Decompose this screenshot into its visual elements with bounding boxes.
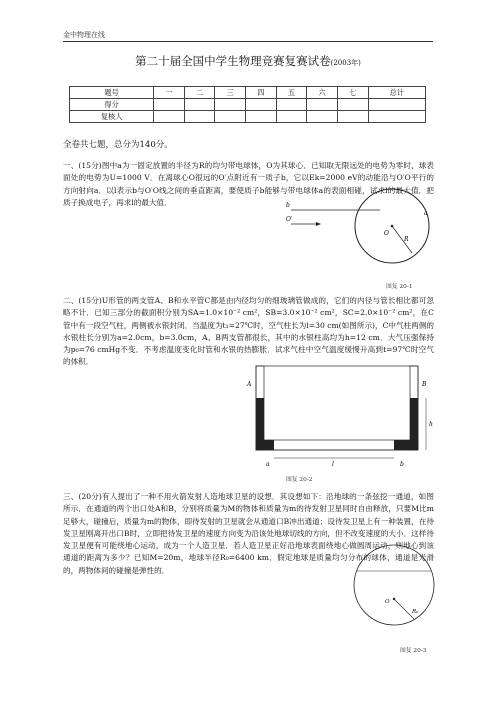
label-o: O: [384, 230, 389, 237]
score-table: [69, 86, 426, 123]
label-r: R: [404, 236, 409, 243]
title-main: 第二十届全国中学生物理竞赛复赛试卷: [135, 54, 331, 68]
label-h: h: [429, 421, 433, 428]
score-header-cell: 三: [215, 87, 246, 99]
score-header-row: [70, 87, 426, 99]
figure-20-1: [286, 183, 436, 283]
score-header-cell: 总计: [368, 87, 425, 99]
score-header-cell: 七: [337, 87, 368, 99]
proton-arrow: [316, 222, 321, 226]
figure-20-1-label: 图复 20-1: [386, 284, 413, 290]
score-header-cell: 二: [184, 87, 215, 99]
tube-outline: [256, 366, 418, 450]
label-o: O: [385, 599, 390, 605]
question-2-text: 二、(15分)U形管的两支管A、B和水平管C都是由内径均匀的细玻璃管做成的，它们的内径与管长相比都可忽略不计．已知三部分的截面积分别为SA=1.0×10⁻² cm²，SB=3.0×10⁻² cm²，SC=2.0×10⁻² cm²，在C管中有一段空气柱，两侧被水银封闭．当温度为t₁=27℃时，空气柱长为l=30 cm(如图所示)，C中气柱两侧的水银柱长分别为a=2.0cm，b=3.0cm，A、B两支管都很长，其中的水银柱高均为h=12 cm．大气压强保持为p₀=76 cmHg不变．不考虑温度变化时管和水银的热膨胀．试求气柱中空气温度缓慢升高到t=97℃时空气的体积．: [63, 296, 434, 367]
tube-c: [256, 440, 418, 450]
radius-line: [392, 226, 412, 253]
label-b: b: [400, 461, 404, 468]
label-a: a: [424, 210, 428, 217]
mercury-b: [410, 398, 418, 450]
mercury-a: [256, 398, 264, 450]
score-row: [70, 99, 426, 111]
label-r0: R₀: [412, 609, 419, 615]
title-year: (2003年): [330, 59, 361, 67]
score-header-cell: 一: [154, 87, 185, 99]
label-a: a: [266, 461, 270, 468]
page-title: [0, 55, 496, 69]
score-row: [70, 111, 426, 123]
label-l: l: [332, 461, 334, 468]
label-B: B: [422, 381, 427, 388]
figure-20-3: [354, 541, 438, 635]
score-row-label: 得分: [70, 99, 154, 111]
label-o-prime: O′: [286, 216, 293, 223]
exam-summary: 全卷共七题，总分为140分。: [63, 140, 173, 150]
earth-radius: [394, 599, 414, 619]
score-row-label: 复核人: [70, 111, 154, 123]
score-header-cell: 四: [246, 87, 277, 99]
figure-20-2: [244, 362, 432, 470]
page-header: [63, 29, 433, 42]
score-header-cell: 题号: [70, 87, 154, 99]
label-A: A: [247, 381, 252, 388]
site-name: 金中物理在线: [63, 31, 105, 39]
score-header-cell: 五: [276, 87, 307, 99]
mercury-c-left: [264, 440, 274, 450]
figure-20-3-label: 图复 20-3: [400, 648, 427, 654]
earth-circle: [354, 545, 434, 625]
figure-20-2-label: 图复 20-2: [286, 477, 313, 483]
question-1-text: 一、(15分)图中a为一固定放置的半径为R的均匀带电球体，O为其球心．已知取无限远处的电势为零时，球表面处的电势为U=1000 V．在离球心O很远的O′点附近有一质子b，它以Ek=2000 eV的动能沿与O′O平行的方向射向a．以l表示b与O′O线之间的垂直距离，要使质子b能够与带电球体a的表面相碰，试求l的最大值．把质子换成电子，再求l的最大值．: [63, 161, 434, 207]
label-b: b: [286, 202, 290, 209]
mercury-c-right: [394, 440, 410, 450]
score-header-cell: 六: [307, 87, 338, 99]
question-3-text: 三、(20分)有人提出了一种不用火箭发射人造地球卫星的设想．其设想如下：沿地球的一条弦挖一通道，如图所示．在通道的两个出口处A和B，分别将质量为M的物体和质量为m的待发射卫星同时自由释放，只要M比m足够大，碰撞后，质量为m的物体，即待发射的卫星就会从通道口B冲出通道；设待发卫星上有一种装置，在待发卫星刚离开出口B时，立即把待发卫星的速度方向变为沿该处地球切线的方向，但不改变速度的大小．这样待发卫星便有可能绕地心运动，成为一个人造卫星．若人造卫星正好沿地球表面绕地心做圆周运动，则地心到该通道的距离为多少？已知M=20m，地球半径R₀=6400 km．假定地球是质量均匀分布的球体，通道是光滑的，两物体间的碰撞是弹性的．: [63, 492, 434, 575]
